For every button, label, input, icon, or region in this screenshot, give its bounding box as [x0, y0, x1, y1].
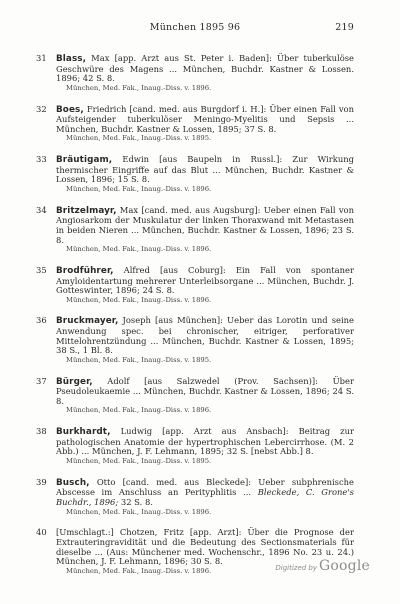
entry-note: München, Med. Fak., Inaug.-Diss. v. 1896.: [66, 184, 212, 193]
entry-publisher-italic: Bleckede, C. Grone's Buchdr., 1896;: [56, 487, 354, 507]
entry-text: Adolf [aus Salzwedel (Prov. Sachsen)]: Über Pseudoleukaemie ... München, Buchdr. Kastner & Lossen, 1896; 24 S. 8.: [56, 375, 354, 406]
entry-text: [Umschlagt.:] Chotzen, Fritz [app. Arzt]: Über die Prognose der Extrauteringravidität und die Bedeutung des Sectionsmaterials für dieselbe ... (Aus: Münchener med. Wochenschr., 1896 No. 23 u. 24.) München, J. F. Lehmann, 1896; 30 S. 8.: [56, 527, 354, 567]
entry-number: 40: [36, 527, 47, 538]
page-header: [36, 22, 354, 34]
entry-note: München, Med. Fak., Inaug.-Diss. v. 1896.: [66, 245, 212, 254]
entry-number: 38: [36, 426, 47, 437]
entry-number: 33: [36, 154, 47, 165]
entry-note: München, Med. Fak., Inaug.-Diss. v. 1896.: [66, 295, 212, 304]
entry-list: [36, 54, 354, 588]
list-item: [36, 427, 354, 465]
author-name: Boes,: [56, 104, 84, 115]
entry-note: München, Med. Fak., Inaug.-Diss. v. 1895.: [66, 457, 212, 466]
entry-text: Ludwig [app. Arzt aus Ansbach]: Beitrag zur pathologischen Anatomie der hypertrophischen Lebercirrhose. (M. 2 Abb.) ... München, J. F. Lehmann, 1895; 32 S. [nebst Abb.] 8.: [56, 426, 354, 457]
author-name: Britzelmayr,: [56, 205, 117, 216]
running-title: München 1895 96: [149, 22, 241, 33]
google-logo: Google: [319, 558, 370, 574]
list-item: [36, 266, 354, 304]
entry-number: 32: [36, 103, 47, 114]
list-item: [36, 377, 354, 415]
entry-number: 34: [36, 204, 47, 215]
author-name: Burkhardt,: [56, 427, 111, 438]
author-name: Blass,: [56, 54, 87, 64]
watermark-digitized-text: Digitized by: [275, 564, 318, 572]
author-name: Brodführer,: [56, 265, 114, 276]
list-item: [36, 206, 354, 254]
list-item: [36, 155, 354, 193]
entry-note: München, Med. Fak., Inaug.-Diss. v. 1896.: [66, 566, 212, 575]
list-item: [36, 54, 354, 92]
entry-text: Max [app. Arzt aus St. Peter i. Baden]: Über tuberkulöse Geschwüre des Magens ... München, Buchdr. Kastner & Lossen. 1896; 42 S. 8.: [56, 53, 354, 84]
entry-note: München, Med. Fak., Inaug.-Diss. v. 1896.: [66, 83, 212, 92]
entry-text: Otto [cand. med. aus Bleckede]: Ueber subphrenische Abscesse im Anschluss an Perityphlitis ...: [56, 476, 354, 498]
author-name: Bruckmayer,: [56, 316, 119, 327]
list-item: [36, 316, 354, 364]
entry-number: 39: [36, 476, 47, 487]
list-item: [36, 105, 354, 143]
entry-text: Edwin [aus Baupeln in Russl.]: Zur Wirkung thermischer Eingriffe auf das Blut ... München, Buchdr. Kastner & Lossen, 1896; 15 S. 8.: [56, 154, 354, 185]
author-name: Bürger,: [56, 376, 93, 387]
page-number: 219: [335, 22, 354, 33]
entry-number: 36: [36, 315, 47, 326]
entry-note: München, Med. Fak., Inaug.-Diss. v. 1896.: [66, 406, 212, 415]
entry-text: Alfred [aus Coburg]: Ein Fall von spontaner Amyloidentartung mehrerer Unterleibsorgane ... München, Buchdr. J. Gotteswinter, 1896; 24 S. 8.: [56, 264, 354, 296]
entry-note: München, Med. Fak., Inaug.-Diss. v. 1895.: [66, 134, 212, 143]
author-name: Busch,: [56, 477, 90, 488]
entry-text: Joseph [aus München]: Ueber das Lorotin und seine Anwendung spec. bei chronischer, eitriger, perforativer Mittelohrentzündung ... München, Buchdr. Kastner & Lossen, 1895; 38 S., 1 Bl. 8.: [56, 315, 354, 356]
google-watermark: [275, 558, 370, 574]
list-item: [36, 478, 354, 516]
entry-number: 31: [36, 53, 47, 63]
entry-text-after: 32 S. 8.: [118, 497, 153, 507]
author-name: Bräutigam,: [56, 155, 113, 166]
entry-text: Max [cand. med. aus Augsburg]: Ueber einen Fall von Angiosarkom der Muskulatur der linken Thoraxwand mit Metastasen in beiden Nieren ... München, Buchdr. Kastner & Lossen, 1896; 23 S. 8.: [56, 204, 354, 245]
entry-note: München, Med. Fak., Inaug.-Diss. v. 1896.: [66, 507, 212, 516]
entry-number: 37: [36, 375, 47, 386]
entry-number: 35: [36, 264, 47, 275]
entry-note: München, Med. Fak., Inaug.-Diss. v. 1895.: [66, 355, 212, 364]
entry-text: Friedrich [cand. med. aus Burgdorf i. H.]: Über einen Fall von Aufsteigender tuberkulöser Meningo-Myelitis und Sepsis ... München, Buchdr. Kastner & Lossen, 1895; 37 S. 8.: [56, 103, 354, 134]
